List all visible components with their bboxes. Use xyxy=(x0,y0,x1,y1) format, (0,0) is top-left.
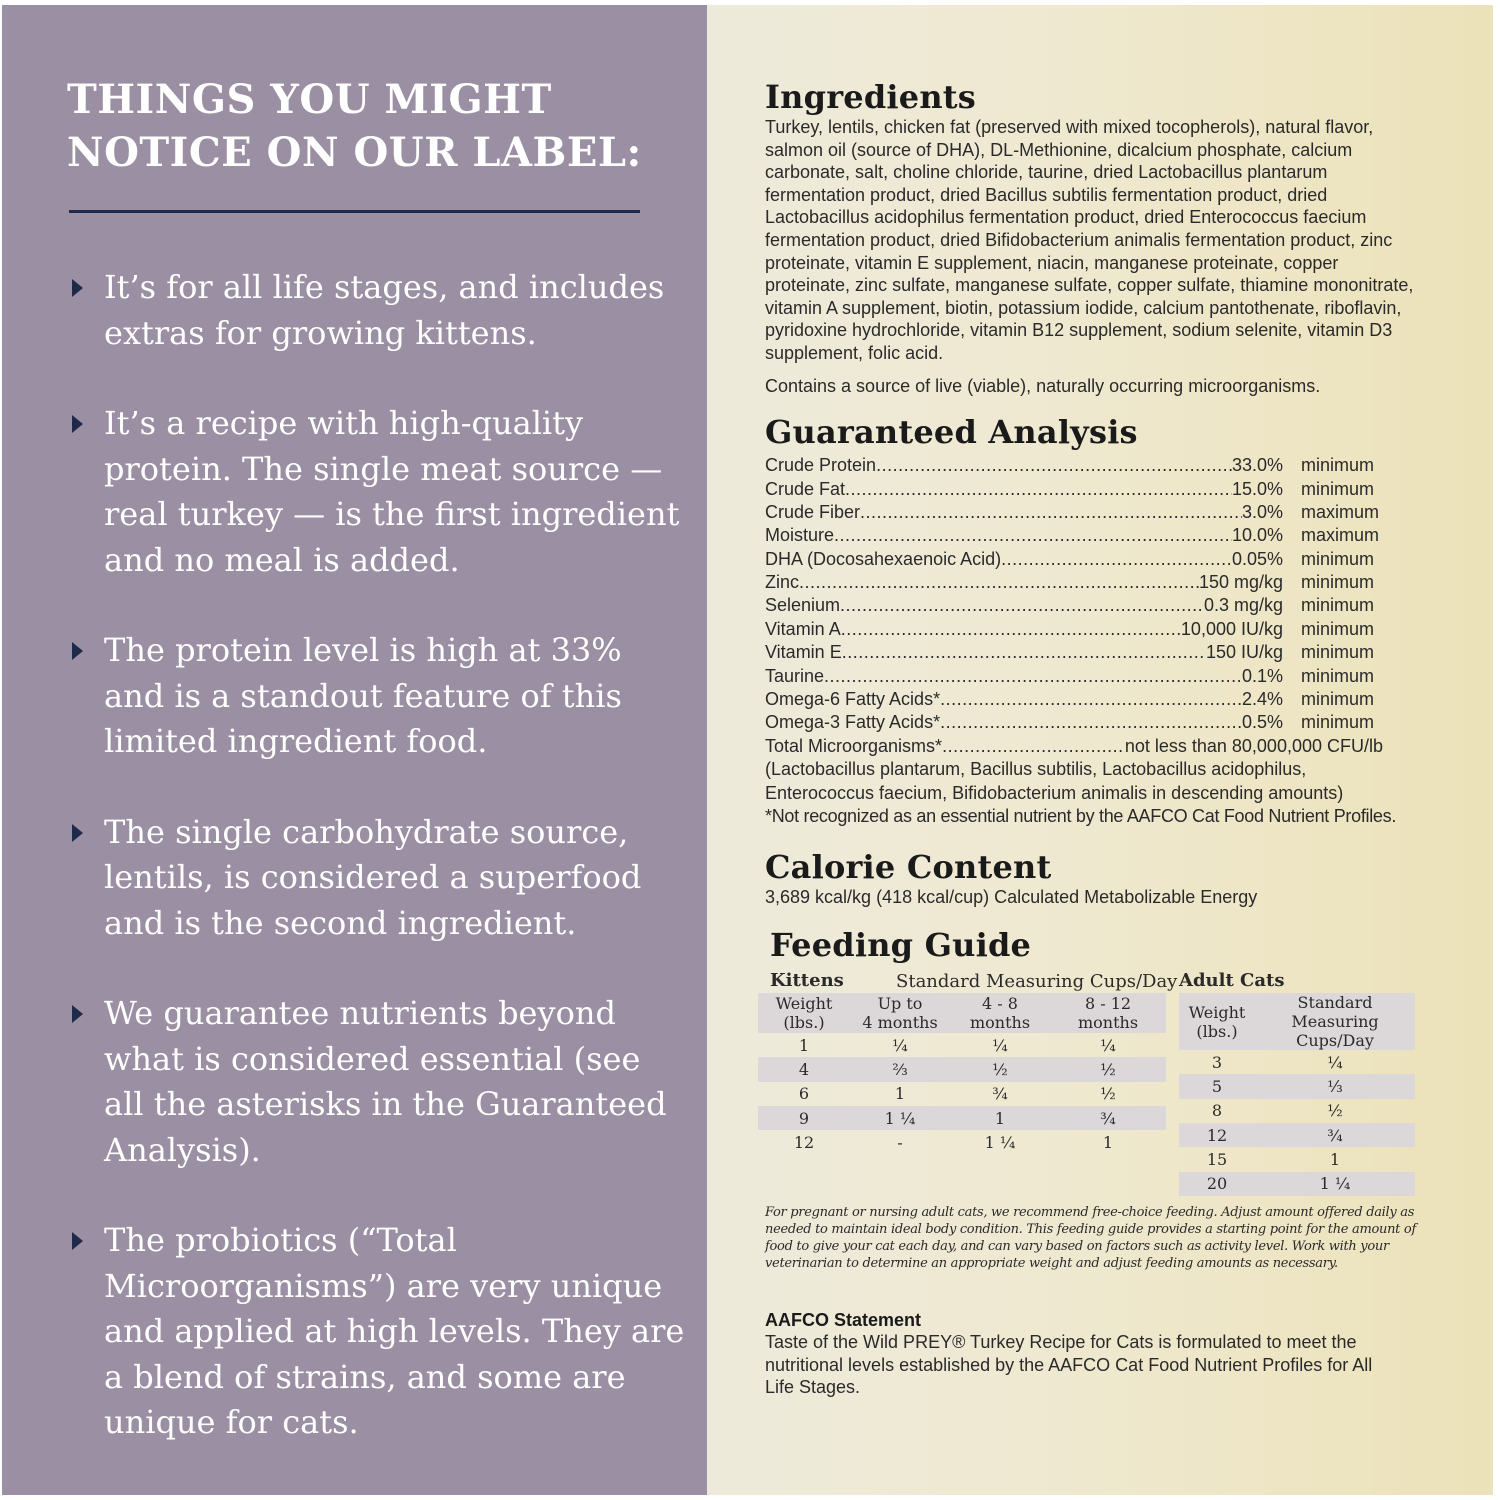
nutrient-name: Vitamin A xyxy=(765,618,841,639)
aafco-heading: AAFCO Statement xyxy=(765,1310,922,1331)
adults-label: Adult Cats xyxy=(1179,970,1285,992)
analysis-row xyxy=(765,665,1425,688)
table-row xyxy=(1179,1172,1415,1196)
analysis-main xyxy=(765,688,1283,711)
highlights-list xyxy=(70,265,690,1446)
nutrient-value: 15.0% xyxy=(1231,478,1283,499)
analysis-row xyxy=(765,711,1425,734)
nutrient-qualifier: minimum xyxy=(1301,455,1375,476)
analysis-main xyxy=(765,641,1283,664)
nutrient-value: 10,000 IU/kg xyxy=(1180,618,1283,639)
header-line: months xyxy=(969,1013,1031,1033)
left-panel xyxy=(2,5,707,1495)
table-cell: 8 xyxy=(1211,1101,1223,1121)
table-cell: ¼ xyxy=(892,1035,908,1055)
nutrient-qualifier: minimum xyxy=(1301,478,1375,499)
guaranteed-analysis-heading: Guaranteed Analysis xyxy=(765,413,1138,452)
table-row xyxy=(758,1106,1166,1130)
nutrient-value: 150 mg/kg xyxy=(1198,572,1283,593)
column-header xyxy=(1255,993,1415,1050)
table-cell: 1 xyxy=(1102,1132,1114,1152)
nutrient-value: 10.0% xyxy=(1231,525,1283,546)
nutrient-name: Zinc xyxy=(765,572,800,593)
highlight-item xyxy=(70,1218,690,1446)
table-cell: 1 xyxy=(894,1084,906,1104)
guaranteed-analysis-table xyxy=(765,454,1425,735)
highlight-text: The protein level is high at 33% and is a standout feature of this limited ingredient food. xyxy=(104,631,622,760)
feeding-note: For pregnant or nursing adult cats, we recommend free-choice feeding. Adjust amount offered daily as needed to maintain ideal body condition. This feeding guide provides a starting point for the amount of food to give your cat each day, and can vary based on factors such as activity level. Work with your veterinarian to determine an appropriate weight and adjust feeding amounts as necessary. xyxy=(765,1205,1416,1272)
nutrient-qualifier: maximum xyxy=(1301,501,1380,522)
analysis-main xyxy=(765,594,1283,617)
nutrient-name: DHA (Docosahexaenoic Acid) xyxy=(765,548,1002,569)
kittens-sublabel: Standard Measuring Cups/Day xyxy=(896,971,1178,993)
table-cell: 1 xyxy=(1329,1149,1341,1169)
header-line: Standard Measuring xyxy=(1291,993,1379,1032)
table-cell: 3 xyxy=(1211,1052,1223,1072)
table-row xyxy=(1179,1099,1415,1123)
nutrient-qualifier: minimum xyxy=(1301,618,1375,639)
column-header xyxy=(1179,993,1255,1050)
table-cell: 20 xyxy=(1179,1172,1255,1196)
column-header xyxy=(1050,993,1166,1033)
highlight-text: It’s for all life stages, and includes extras for growing kittens. xyxy=(104,268,665,352)
nutrient-qualifier: maximum xyxy=(1301,525,1380,546)
table-cell: ¼ xyxy=(992,1035,1008,1055)
table-cell: 4 xyxy=(758,1057,850,1081)
adults-header-row xyxy=(1179,993,1415,1050)
table-cell: ⅔ xyxy=(850,1057,950,1081)
nutrient-value: 3.0% xyxy=(1241,501,1283,522)
triangle-bullet-icon xyxy=(72,1005,83,1023)
table-cell: ¾ xyxy=(1255,1123,1415,1147)
aafco-text: Taste of the Wild PREY® Turkey Recipe for Cats is formulated to meet the nutritional levels established by the AAFCO Cat Food Nutrient Profiles for All Life Stages. xyxy=(765,1332,1373,1398)
nutrient-value: 0.05% xyxy=(1231,548,1283,569)
nutrient-qualifier: minimum xyxy=(1301,548,1375,569)
calorie-text: 3,689 kcal/kg (418 kcal/cup) Calculated Metabolizable Energy xyxy=(765,887,1258,908)
table-cell: ¼ xyxy=(1100,1035,1116,1055)
dot-leader xyxy=(842,641,1206,664)
table-cell: ½ xyxy=(1327,1101,1343,1121)
dot-leader xyxy=(940,688,1242,711)
left-title-line: THINGS YOU MIGHT xyxy=(67,76,552,123)
highlight-item xyxy=(70,810,690,947)
nutrient-qualifier: minimum xyxy=(1301,595,1375,616)
title-divider xyxy=(69,210,640,213)
nutrient-value: 0.3 mg/kg xyxy=(1203,595,1283,616)
nutrient-name: Crude Fiber xyxy=(765,501,861,522)
nutrient-value: 33.0% xyxy=(1231,455,1283,476)
table-cell: 6 xyxy=(798,1084,810,1104)
table-row xyxy=(758,1082,1166,1106)
table-cell: ¼ xyxy=(1327,1052,1343,1072)
nutrient-name: Vitamin E xyxy=(765,642,842,663)
dot-leader xyxy=(940,711,1242,734)
header-line: (lbs.) xyxy=(1196,1021,1238,1041)
highlight-text: It’s a recipe with high-quality protein. The single meat source — real turkey — is the first ingredient and no meal is added. xyxy=(104,404,680,579)
table-row xyxy=(758,1130,1166,1154)
analysis-main xyxy=(765,454,1283,477)
header-line: months xyxy=(1077,1013,1139,1033)
dot-leader xyxy=(840,594,1204,617)
table-row xyxy=(1179,1050,1415,1074)
header-line: 8 - 12 xyxy=(1084,994,1132,1014)
table-cell: 12 xyxy=(1179,1123,1255,1147)
nutrient-qualifier: minimum xyxy=(1301,712,1375,733)
label-content xyxy=(765,78,1425,1399)
analysis-row xyxy=(765,618,1425,641)
feeding-guide xyxy=(765,970,1425,1192)
analysis-footnote: *Not recognized as an essential nutrient by the AAFCO Cat Food Nutrient Profiles. xyxy=(765,806,1397,827)
table-cell: 9 xyxy=(758,1106,850,1130)
table-row xyxy=(1179,1147,1415,1171)
analysis-row xyxy=(765,548,1425,571)
table-cell: ½ xyxy=(1050,1057,1166,1081)
table-cell: ⅓ xyxy=(1255,1074,1415,1098)
table-row xyxy=(758,1033,1166,1057)
kittens-feeding-table xyxy=(758,993,1166,1154)
column-header xyxy=(850,993,950,1033)
analysis-row xyxy=(765,478,1425,501)
table-cell: ½ xyxy=(950,1057,1050,1081)
analysis-row xyxy=(765,688,1425,711)
table-cell: 1 ¼ xyxy=(850,1106,950,1130)
highlight-text: The single carbohydrate source, lentils, is considered a superfood and is the second ingredient. xyxy=(104,812,642,942)
ingredients-heading: Ingredients xyxy=(765,78,976,116)
header-line: Up to xyxy=(877,994,923,1014)
adult-cats-feeding-table xyxy=(1179,993,1415,1196)
table-cell: 1 ¼ xyxy=(984,1132,1016,1152)
strains-list: (Lactobacillus plantarum, Bacillus subtilis, Lactobacillus acidophilus, Enterococcus faecium, Bifidobacterium animalis in descending amounts) xyxy=(765,759,1344,803)
analysis-row xyxy=(765,594,1425,617)
triangle-bullet-icon xyxy=(72,824,83,842)
header-line: Weight xyxy=(1188,1002,1246,1022)
dot-leader xyxy=(876,454,1232,477)
nutrient-name: Selenium xyxy=(765,595,841,616)
nutrient-value: not less than 80,000,000 CFU/lb xyxy=(1124,735,1383,756)
analysis-row xyxy=(765,571,1425,594)
dot-leader xyxy=(845,478,1232,501)
highlight-text: The probiotics (“Total Microorganisms”) are very unique and applied at high levels. They are a blend of strains, and some are unique for cats. xyxy=(104,1221,685,1441)
highlight-item xyxy=(70,628,690,765)
analysis-row xyxy=(765,454,1425,477)
table-row xyxy=(1179,1074,1415,1098)
header-line: Cups/Day xyxy=(1296,1031,1374,1051)
dot-leader xyxy=(824,665,1242,688)
triangle-bullet-icon xyxy=(72,642,83,660)
table-cell: ¾ xyxy=(1050,1106,1166,1130)
dot-leader xyxy=(942,735,1125,758)
nutrient-name: Omega-3 Fatty Acids* xyxy=(765,712,941,733)
nutrient-name: Crude Protein xyxy=(765,455,877,476)
analysis-main xyxy=(765,571,1283,594)
table-cell: 1 xyxy=(798,1035,810,1055)
total-microorganisms-row xyxy=(765,735,1383,758)
nutrient-value: 2.4% xyxy=(1241,689,1283,710)
table-cell: ½ xyxy=(1100,1084,1116,1104)
analysis-row xyxy=(765,641,1425,664)
analysis-main xyxy=(765,524,1283,547)
triangle-bullet-icon xyxy=(72,1232,83,1250)
nutrient-qualifier: minimum xyxy=(1301,642,1375,663)
calorie-heading: Calorie Content xyxy=(765,848,1052,887)
triangle-bullet-icon xyxy=(72,415,83,433)
analysis-main xyxy=(765,618,1283,641)
nutrient-name: Taurine xyxy=(765,665,825,686)
nutrient-value: 0.1% xyxy=(1241,665,1283,686)
dot-leader xyxy=(834,524,1232,547)
nutrient-qualifier: minimum xyxy=(1301,572,1375,593)
nutrient-name: Total Microorganisms* xyxy=(765,735,943,756)
table-cell: 1 ¼ xyxy=(1255,1172,1415,1196)
feeding-guide-heading: Feeding Guide xyxy=(770,926,1032,965)
table-cell: 12 xyxy=(793,1132,815,1152)
highlight-item xyxy=(70,265,690,356)
nutrient-value: 0.5% xyxy=(1241,712,1283,733)
dot-leader xyxy=(841,618,1181,641)
microorganisms-note: Contains a source of live (viable), naturally occurring microorganisms. xyxy=(765,375,1321,396)
left-title xyxy=(67,73,642,179)
table-row xyxy=(758,1057,1166,1081)
analysis-main xyxy=(765,501,1283,524)
table-cell: 15 xyxy=(1206,1149,1228,1169)
dot-leader xyxy=(799,571,1199,594)
nutrient-name: Moisture xyxy=(765,525,835,546)
ingredients-text: Turkey, lentils, chicken fat (preserved with mixed tocopherols), natural flavor, salmon oil (source of DHA), DL-Methionine, dicalcium phosphate, calcium carbonate, salt, choline chloride, taurine, dried Lactobacillus plantarum fermentation product, dried Bacillus subtilis fermentation product, dried Lactobacillus acidophilus fermentation product, dried Enterococcus faecium fermentation product, dried Bifidobacterium animalis fermentation product, zinc proteinate, vitamin E supplement, niacin, manganese proteinate, copper proteinate, zinc sulfate, manganese sulfate, copper sulfate, thiamine mononitrate, vitamin A supplement, biotin, potassium iodide, calcium pantothenate, riboflavin, pyridoxine hydrochloride, vitamin B12 supplement, sodium selenite, vitamin D3 supplement, folic acid. xyxy=(765,117,1414,363)
header-line: Weight xyxy=(775,994,833,1014)
analysis-main xyxy=(765,711,1283,734)
dot-leader xyxy=(1001,548,1232,571)
left-title-line: NOTICE ON OUR LABEL: xyxy=(67,129,642,176)
nutrient-qualifier: minimum xyxy=(1301,665,1375,686)
analysis-main xyxy=(765,665,1283,688)
analysis-row xyxy=(765,524,1425,547)
nutrient-name: Omega-6 Fatty Acids* xyxy=(765,689,941,710)
header-line: 4 - 8 xyxy=(982,994,1018,1014)
analysis-row xyxy=(765,501,1425,524)
highlight-item xyxy=(70,401,690,583)
highlight-item xyxy=(70,991,690,1173)
triangle-bullet-icon xyxy=(72,279,83,297)
table-cell: ¾ xyxy=(992,1084,1008,1104)
header-line: 4 months xyxy=(862,1013,938,1033)
dot-leader xyxy=(860,501,1242,524)
highlight-text: We guarantee nutrients beyond what is considered essential (see all the asterisks in the Guaranteed Analysis). xyxy=(104,994,667,1169)
nutrient-name: Crude Fat xyxy=(765,478,846,499)
table-cell: - xyxy=(897,1132,903,1152)
table-row xyxy=(1179,1123,1415,1147)
analysis-main xyxy=(765,478,1283,501)
nutrient-value: 150 IU/kg xyxy=(1205,642,1283,663)
table-cell: 1 xyxy=(950,1106,1050,1130)
header-line: (lbs.) xyxy=(783,1013,825,1033)
column-header xyxy=(758,993,850,1033)
analysis-main xyxy=(765,548,1283,571)
nutrient-qualifier: minimum xyxy=(1301,689,1375,710)
kittens-label: Kittens xyxy=(770,970,844,992)
column-header xyxy=(950,993,1050,1033)
table-cell: 5 xyxy=(1179,1074,1255,1098)
kittens-header-row xyxy=(758,993,1166,1033)
